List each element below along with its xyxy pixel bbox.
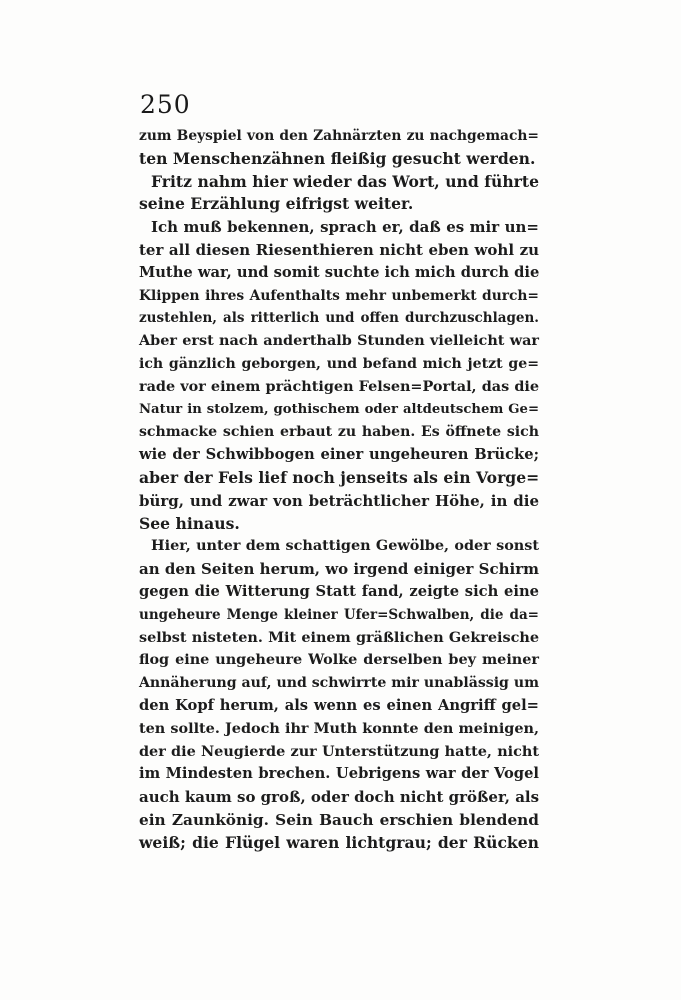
text-line: ten sollte. Jedoch ihr Muth konnte den meinigen, xyxy=(139,719,539,737)
text-line: weiß; die Flügel waren lichtgrau; der Rücken xyxy=(139,832,539,852)
text-line: den Kopf herum, als wenn es einen Angriff gel= xyxy=(139,696,539,714)
text-line: ein Zaunkönig. Sein Bauch erschien blendend xyxy=(139,810,539,829)
text-line: selbst nisteten. Mit einem gräßlichen Gekreische xyxy=(139,628,539,646)
text-line: See hinaus. xyxy=(139,513,240,533)
text-line: aber der Fels lief noch jenseits als ein Vorge= xyxy=(139,467,540,487)
text-line: zustehlen, als ritterlich und offen durchzuschlagen. xyxy=(139,310,539,327)
text-line: Natur in stolzem, gothischem oder altdeutschem Ge= xyxy=(139,401,539,417)
page-number: 250 xyxy=(140,90,191,119)
text-line: gegen die Witterung Statt fand, zeigte sich eine xyxy=(139,582,539,600)
text-line: ten Menschenzähnen fleißig gesucht werden. xyxy=(139,148,536,168)
text-line: Hier, unter dem schattigen Gewölbe, oder sonst xyxy=(151,537,539,555)
text-line: ich gänzlich geborgen, und befand mich jetzt ge= xyxy=(139,355,539,372)
text-line: auch kaum so groß, oder doch nicht größer, als xyxy=(139,788,540,807)
text-line: bürg, und zwar von beträchtlicher Höhe, in die xyxy=(139,491,539,510)
text-line: flog eine ungeheure Wolke derselben bey meiner xyxy=(139,651,539,669)
text-line: rade vor einem prächtigen Felsen=Portal, das die xyxy=(139,377,539,395)
text-line: schmacke schien erbaut zu haben. Es öffnete sich xyxy=(139,424,539,441)
text-line: der die Neugierde zur Unterstützung hatte, nicht xyxy=(139,742,539,760)
body-text xyxy=(139,125,539,855)
text-line: Klippen ihres Aufenthalts mehr unbemerkt durch= xyxy=(139,287,539,304)
text-line: Fritz nahm hier wieder das Wort, und führte xyxy=(151,171,539,191)
text-line: Ich muß bekennen, sprach er, daß es mir un= xyxy=(151,218,539,237)
text-line: im Mindesten brechen. Uebrigens war der Vogel xyxy=(139,765,539,783)
text-line: zum Beyspiel von den Zahnärzten zu nachgemach= xyxy=(139,128,539,144)
text-line: ungeheure Menge kleiner Ufer=Schwalben, die da= xyxy=(139,606,539,623)
text-line: wie der Schwibbogen einer ungeheuren Brücke; xyxy=(139,446,539,464)
text-line: seine Erzählung eifrigst weiter. xyxy=(139,194,414,214)
text-line: Annäherung auf, und schwirrte mir unablässig um xyxy=(139,675,539,692)
text-line: Muthe war, und somit suchte ich mich durch die xyxy=(139,263,540,281)
text-line: ter all diesen Riesenthieren nicht eben wohl zu xyxy=(139,240,539,259)
text-line: an den Seiten herum, wo irgend einiger Schirm xyxy=(139,560,539,579)
text-line: Aber erst nach anderthalb Stunden vielleicht war xyxy=(139,332,539,350)
